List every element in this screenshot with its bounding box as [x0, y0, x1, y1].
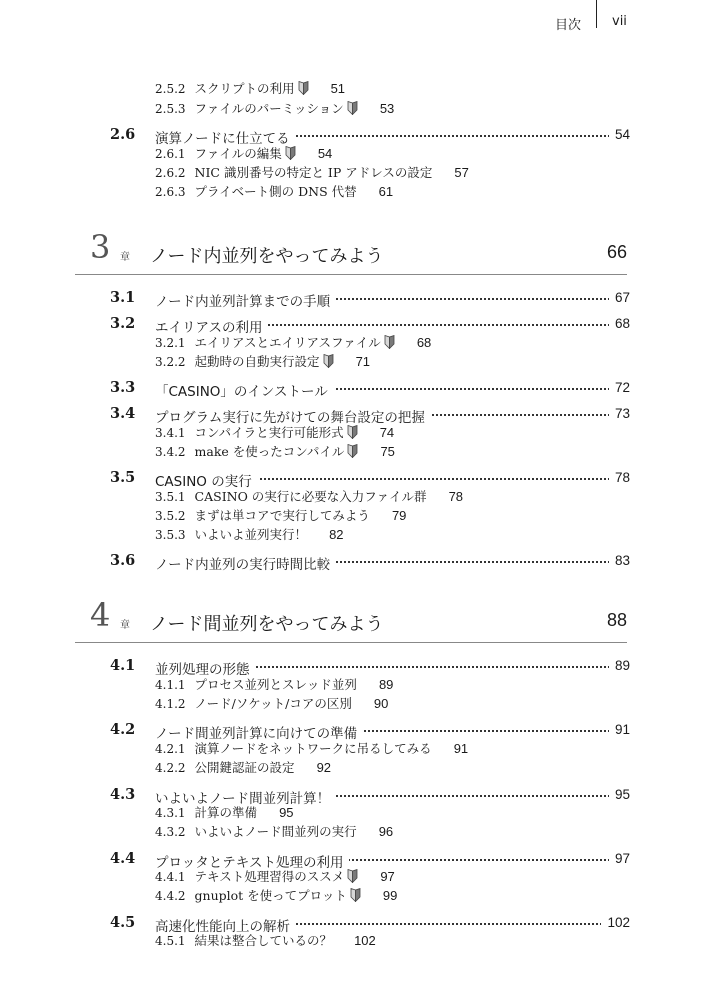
beginner-leaf-icon [323, 354, 334, 368]
toc-entry-3-2-2[interactable]: 3.2.2 起動時の自動実行設定 71 [155, 354, 371, 369]
toc-entry-4-2-1[interactable]: 4.2.1 演算ノードをネットワークに吊るしてみる 91 [155, 741, 469, 756]
toc-entry-3-5-2[interactable]: 3.5.2 まずは単コアで実行してみよう 79 [155, 508, 407, 523]
toc-entry-4-3-1[interactable]: 4.3.1 計算の準備 95 [155, 805, 294, 820]
toc-section-4-3[interactable]: 4.3 いよいよノード間並列計算！ 95 [110, 786, 630, 807]
toc-section-4-4[interactable]: 4.4 プロッタとテキスト処理の利用 97 [110, 850, 630, 871]
toc-entry-4-5-1[interactable]: 4.5.1 結果は整合しているの？ 102 [155, 933, 376, 948]
toc-section-2-6[interactable]: 2.6 演算ノードに仕立てる 54 [110, 126, 630, 147]
toc-entry-3-4-2[interactable]: 3.4.2 make を使ったコンパイル 75 [155, 444, 395, 459]
toc-section-4-1[interactable]: 4.1 並列処理の形態 89 [110, 657, 630, 678]
toc-entry-4-4-1[interactable]: 4.4.1 テキスト処理習得のススメ 97 [155, 869, 395, 884]
beginner-leaf-icon [285, 146, 296, 160]
beginner-leaf-icon [298, 81, 309, 95]
chapter-label: 章 [120, 252, 130, 263]
toc-entry-2-6-2[interactable]: 2.6.2 NIC 識別番号の特定と IP アドレスの設定 57 [155, 165, 469, 180]
chapter-label: 章 [120, 620, 130, 631]
toc-entry-2-5-2[interactable]: 2.5.2 スクリプトの利用 51 [155, 81, 346, 96]
chapter-number: 4 [90, 596, 111, 634]
toc-section-3-6[interactable]: 3.6 ノード内並列の実行時間比較 83 [110, 552, 630, 573]
toc-section-3-4[interactable]: 3.4 プログラム実行に先がけての舞台設定の把握 73 [110, 405, 630, 426]
beginner-leaf-icon [347, 101, 358, 115]
toc-entry-4-1-1[interactable]: 4.1.1 プロセス並列とスレッド並列 89 [155, 677, 394, 692]
beginner-leaf-icon [350, 888, 361, 902]
toc-section-3-1[interactable]: 3.1 ノード内並列計算までの手順 67 [110, 289, 630, 310]
header-page-number: vii [612, 14, 627, 29]
toc-entry-3-5-1[interactable]: 3.5.1 CASINO の実行に必要な入力ファイル群 78 [155, 489, 464, 504]
toc-entry-3-4-1[interactable]: 3.4.1 コンパイラと実行可能形式 74 [155, 425, 395, 440]
chapter-title: ノード内並列をやってみよう [150, 246, 384, 267]
toc-entry-4-2-2[interactable]: 4.2.2 公開鍵認証の設定 92 [155, 760, 332, 775]
toc-section-4-2[interactable]: 4.2 ノード間並列計算に向けての準備 91 [110, 721, 630, 742]
toc-entry-4-3-2[interactable]: 4.3.2 いよいよノード間並列の実行 96 [155, 824, 394, 839]
chapter-4-heading[interactable] [75, 596, 627, 643]
chapter-title: ノード間並列をやってみよう [150, 614, 384, 635]
chapter-3-heading[interactable] [75, 228, 627, 275]
chapter-page: 88 [606, 610, 627, 630]
toc-section-3-3[interactable]: 3.3 「CASINO」のインストール 72 [110, 379, 630, 400]
toc-entry-3-5-3[interactable]: 3.5.3 いよいよ並列実行！ 82 [155, 527, 344, 542]
toc-entry-3-2-1[interactable]: 3.2.1 エイリアスとエイリアスファイル 68 [155, 335, 432, 350]
chapter-page: 66 [606, 242, 627, 262]
header-divider [596, 0, 597, 28]
beginner-leaf-icon [347, 425, 358, 439]
header-title: 目次 [554, 18, 581, 33]
toc-entry-2-6-1[interactable]: 2.6.1 ファイルの編集 54 [155, 146, 333, 161]
toc-section-4-5[interactable]: 4.5 高速化性能向上の解析 102 [110, 914, 630, 935]
toc-entry-4-1-2[interactable]: 4.1.2 ノード/ソケット/コアの区別 90 [155, 696, 389, 711]
toc-section-3-2[interactable]: 3.2 エイリアスの利用 68 [110, 315, 630, 336]
toc-entry-4-4-2[interactable]: 4.4.2 gnuplot を使ってプロット 99 [155, 888, 398, 903]
chapter-number: 3 [90, 228, 111, 266]
toc-entry-2-6-3[interactable]: 2.6.3 プライベート側の DNS 代替 61 [155, 184, 394, 199]
toc-entry-2-5-3[interactable]: 2.5.3 ファイルのパーミッション 53 [155, 101, 395, 116]
running-header [0, 0, 701, 40]
toc-section-3-5[interactable]: 3.5 CASINO の実行 78 [110, 469, 630, 490]
beginner-leaf-icon [347, 869, 358, 883]
beginner-leaf-icon [347, 444, 358, 458]
beginner-leaf-icon [384, 335, 395, 349]
